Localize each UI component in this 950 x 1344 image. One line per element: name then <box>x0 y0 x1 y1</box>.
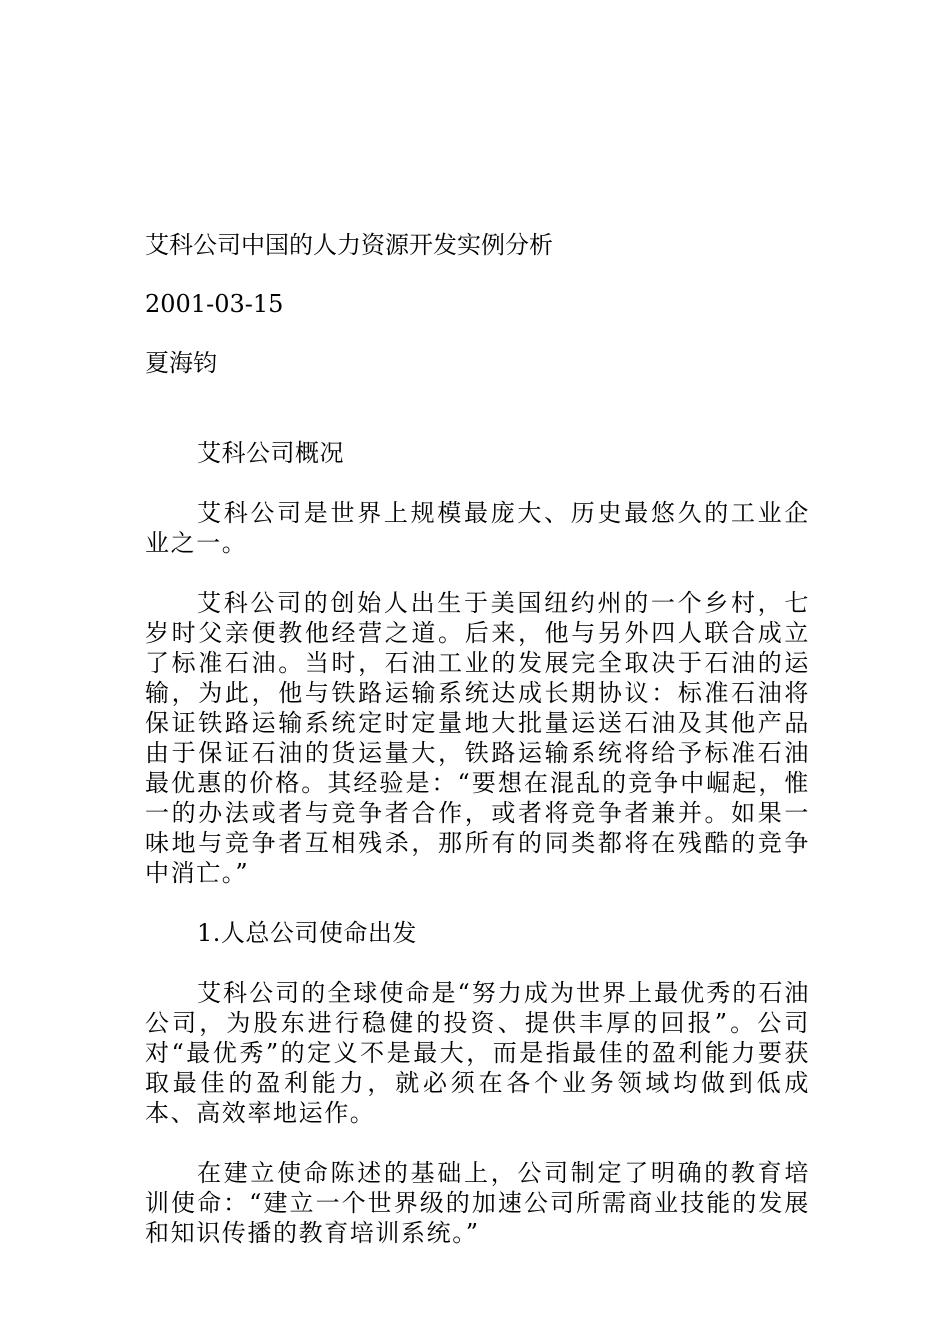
body-paragraph: 艾科公司的创始人出生于美国纽约州的一个乡村，七岁时父亲便教他经营之道。后来，他与另外四人联合成立了标准石油。当时，石油工业的发展完全取决于石油的运输，为此，他与铁路运输系统达成长期协议：标准石油将保证铁路运输系统定时定量地大批量运送石油及其他产品由于保证石油的货运量大，铁路运输系统将给予标准石油最优惠的价格。其经验是：“要想在混乱的竞争中崛起，惟一的办法或者与竞争者合作，或者将竞争者兼并。如果一味地与竞争者互相残杀，那所有的同类都将在残酷的竞争中消亡。” <box>145 589 810 887</box>
document-title: 艾科公司中国的人力资源开发实例分析 <box>145 231 553 259</box>
document-author: 夏海钧 <box>145 349 217 377</box>
body-paragraph: 在建立使命陈述的基础上，公司制定了明确的教育培训使命：“建立一个世界级的加速公司所需商业技能的发展和知识传播的教育培训系统。” <box>145 1159 810 1247</box>
section-heading-mission: 1.人总公司使命出发 <box>197 919 417 947</box>
document-date: 2001-03-15 <box>145 290 284 318</box>
section-heading-overview: 艾科公司概况 <box>197 439 344 467</box>
body-paragraph: 艾科公司的全球使命是“努力成为世界上最优秀的石油公司，为股东进行稳健的投资、提供丰厚的回报”。公司对“最优秀”的定义不是最大，而是指最佳的盈利能力要获取最佳的盈利能力，就必须在各个业务领域均做到低成本、高效率地运作。 <box>145 979 810 1127</box>
document-page <box>145 230 810 1278</box>
body-paragraph: 艾科公司是世界上规模最庞大、历史最悠久的工业企业之一。 <box>145 499 810 557</box>
